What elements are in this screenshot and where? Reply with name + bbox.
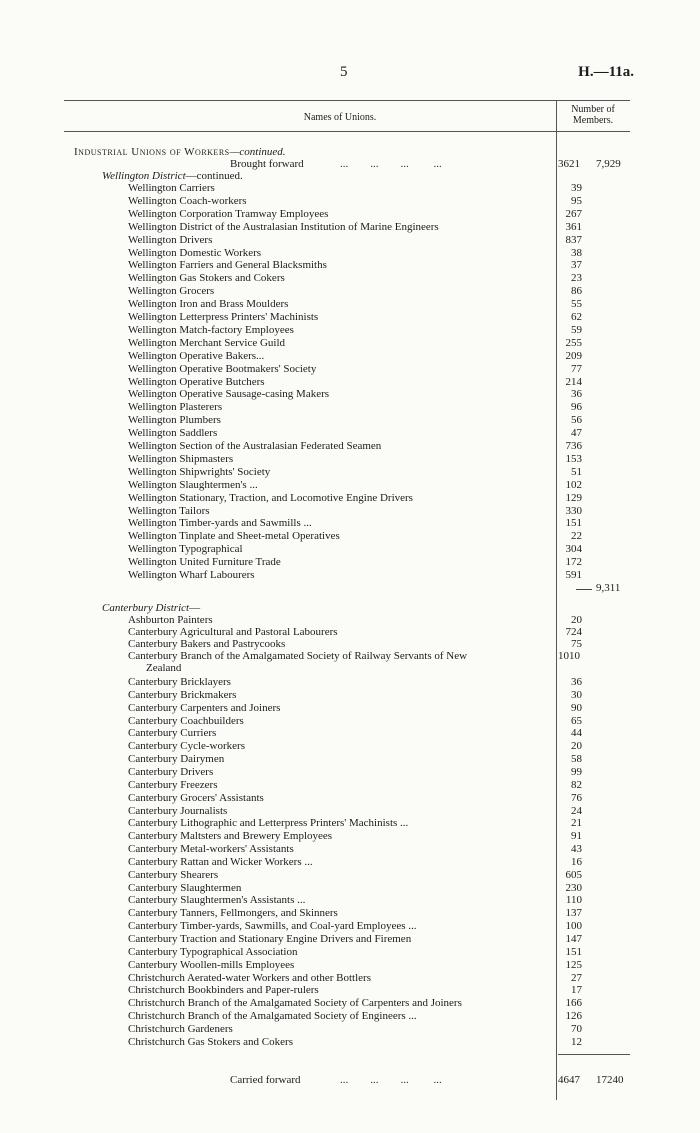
union-members: 47 — [571, 427, 582, 440]
table-row — [0, 805, 700, 817]
union-members: 21 — [571, 817, 582, 830]
union-members: 27 — [571, 971, 582, 984]
table-row — [0, 907, 700, 919]
table-row — [0, 740, 700, 752]
table-row — [0, 272, 700, 284]
union-members: 110 — [565, 894, 582, 907]
union-name: Wellington Shipmasters — [128, 452, 234, 465]
table-row — [0, 195, 700, 207]
union-members: 304 — [565, 543, 582, 556]
union-name: Wellington Farriers and General Blacksmiths — [128, 259, 327, 272]
union-name: Canterbury Tanners, Fellmongers, and Skinners — [128, 907, 338, 920]
union-name: Wellington Merchant Service Guild — [128, 336, 286, 349]
union-name: Canterbury Grocers' Assistants — [128, 791, 264, 804]
table-row — [0, 792, 700, 804]
union-name: Canterbury Coachbuilders — [128, 714, 244, 727]
page-number: 5 — [340, 64, 348, 80]
table-row — [0, 946, 700, 958]
union-name: Wellington Carriers — [128, 182, 215, 194]
table-row — [0, 569, 700, 581]
union-name: Canterbury Shearers — [128, 868, 219, 881]
union-name: Canterbury Traction and Stationary Engine Drivers and Firemen — [128, 933, 412, 945]
union-name: Wellington Letterpress Printers' Machinists — [128, 311, 319, 323]
carried-forward-rule — [558, 1054, 630, 1055]
table-row — [0, 727, 700, 739]
table-row — [0, 453, 700, 465]
section-title-row — [0, 146, 700, 158]
table-row — [0, 753, 700, 765]
union-members: 59 — [571, 323, 582, 336]
union-members: 36 — [571, 388, 582, 401]
union-members: 17 — [571, 984, 582, 997]
union-members: 95 — [571, 194, 582, 207]
union-members: 82 — [571, 778, 582, 791]
table-row — [0, 401, 700, 413]
table-row — [0, 517, 700, 529]
railway-line1: Canterbury Branch of the Amalgamated Society of Railway Servants of New — [128, 650, 468, 662]
union-name: Wellington Saddlers — [128, 427, 218, 440]
table-row — [0, 882, 700, 894]
carried-forward-members: 4647 — [558, 1074, 580, 1086]
union-members: 75 — [571, 638, 582, 650]
union-members: 56 — [571, 414, 582, 427]
railway-row — [0, 650, 700, 662]
union-members: 267 — [565, 207, 582, 220]
canterbury-heading: Canterbury District — [102, 602, 190, 614]
header-top-rule — [64, 100, 630, 101]
table-row — [0, 997, 700, 1009]
union-name: Wellington Iron and Brass Moulders — [128, 298, 289, 311]
union-members: 62 — [571, 311, 582, 323]
union-members: 58 — [571, 753, 582, 766]
union-name: Wellington Tailors — [128, 504, 210, 517]
table-row — [0, 324, 700, 336]
union-name: Wellington Shipwrights' Society — [128, 465, 271, 478]
table-row — [0, 933, 700, 945]
table-row — [0, 234, 700, 246]
table-row — [0, 856, 700, 868]
union-name: Christchurch Branch of the Amalgamated Society of Carpenters and Joiners — [128, 997, 462, 1010]
union-members: 22 — [571, 530, 582, 543]
railway-row-continued — [0, 662, 700, 674]
union-name: Wellington Slaughtermen's ... — [128, 478, 258, 491]
railway-line2: Zealand — [146, 662, 182, 674]
table-row — [0, 984, 700, 996]
wellington-subtotal: 9,311 — [596, 582, 621, 594]
union-name: Canterbury Timber-yards, Sawmills, and Coal-yard Employees ... — [128, 920, 417, 933]
union-members: 43 — [571, 843, 582, 856]
table-row — [0, 556, 700, 568]
table-row — [0, 830, 700, 842]
table-row — [0, 779, 700, 791]
header-bottom-rule — [64, 131, 630, 132]
table-row — [0, 530, 700, 542]
union-members: 724 — [565, 626, 582, 638]
union-name: Wellington Drivers — [128, 233, 213, 246]
union-members: 37 — [571, 259, 582, 272]
union-members: 591 — [565, 569, 582, 581]
table-row — [0, 208, 700, 220]
union-name: Wellington Operative Bootmakers' Society — [128, 362, 317, 375]
table-row — [0, 414, 700, 426]
table-row — [0, 388, 700, 400]
union-members: 38 — [571, 246, 582, 259]
union-members: 39 — [571, 182, 582, 194]
union-name: Christchurch Aerated-water Workers and other Bottlers — [128, 971, 371, 984]
table-row — [0, 427, 700, 439]
table-row — [0, 614, 700, 626]
union-members: 126 — [565, 1010, 582, 1023]
table-row — [0, 715, 700, 727]
table-row — [0, 543, 700, 555]
union-name: Christchurch Gardeners — [128, 1022, 233, 1035]
table-row — [0, 843, 700, 855]
union-name: Canterbury Cycle-workers — [128, 740, 245, 753]
union-name: Wellington Timber-yards and Sawmills ... — [128, 517, 312, 530]
union-members: 65 — [571, 714, 582, 727]
union-members: 20 — [571, 740, 582, 753]
brought-forward-label: Brought forward — [230, 158, 304, 170]
union-members: 16 — [571, 855, 582, 868]
union-name: Wellington Typographical — [128, 543, 243, 556]
members-column-header-line2: Members. — [572, 115, 614, 126]
union-members: 736 — [565, 440, 582, 452]
section-title-suffix: —continued. — [229, 146, 286, 158]
union-name: Wellington Plasterers — [128, 401, 223, 414]
table-row — [0, 626, 700, 638]
union-name: Canterbury Dairymen — [128, 753, 225, 766]
union-name: Christchurch Branch of the Amalgamated Society of Engineers ... — [128, 1010, 417, 1023]
union-name: Canterbury Drivers — [128, 765, 214, 778]
union-name: Wellington Coach-workers — [128, 194, 247, 207]
table-row — [0, 1023, 700, 1035]
union-members: 100 — [565, 920, 582, 933]
union-members: 36 — [571, 676, 582, 688]
brought-forward-total: 7,929 — [596, 158, 621, 170]
canterbury-heading-suffix: — — [189, 602, 201, 614]
union-members: 166 — [565, 997, 582, 1010]
union-members: 12 — [571, 1035, 582, 1048]
table-row — [0, 376, 700, 388]
table-row — [0, 817, 700, 829]
brought-forward-row: Brought forward ... ... ... ... 3621 7,929 — [230, 158, 621, 170]
table-row — [0, 689, 700, 701]
table-row — [0, 298, 700, 310]
table-row — [0, 285, 700, 297]
table-row — [0, 676, 700, 688]
union-name: Wellington Domestic Workers — [128, 246, 262, 259]
union-members: 125 — [565, 958, 582, 971]
table-row — [0, 920, 700, 932]
union-name: Canterbury Typographical Association — [128, 945, 298, 958]
brought-forward-members: 3621 — [558, 158, 580, 170]
union-name: Canterbury Bakers and Pastrycooks — [128, 638, 286, 650]
union-name: Wellington Match-factory Employees — [128, 323, 294, 336]
union-members: 153 — [565, 452, 582, 465]
union-members: 99 — [571, 765, 582, 778]
union-members: 230 — [565, 881, 582, 894]
union-name: Wellington Corporation Tramway Employees — [128, 207, 329, 220]
union-members: 361 — [565, 220, 582, 233]
union-name: Canterbury Maltsters and Brewery Employees — [128, 830, 333, 843]
union-name: Canterbury Bricklayers — [128, 676, 231, 688]
union-name: Canterbury Curriers — [128, 727, 217, 740]
union-members: 172 — [565, 556, 582, 569]
union-members: 137 — [565, 907, 582, 920]
union-name: Canterbury Rattan and Wicker Workers ... — [128, 855, 313, 868]
union-name: Wellington Plumbers — [128, 414, 221, 427]
union-members: 151 — [565, 517, 582, 530]
railway-members: 1010 — [558, 650, 580, 662]
carried-forward-label: Carried forward — [230, 1074, 301, 1086]
table-row — [0, 311, 700, 323]
union-name: Canterbury Slaughtermen — [128, 881, 242, 894]
wellington-heading-suffix: —continued. — [185, 170, 243, 182]
union-name: Wellington Grocers — [128, 285, 215, 298]
union-members: 147 — [565, 933, 582, 945]
table-row — [0, 479, 700, 491]
union-members: 91 — [571, 830, 582, 843]
wellington-heading-row — [0, 170, 700, 182]
table-row — [0, 492, 700, 504]
table-row — [0, 337, 700, 349]
carried-forward-total: 17240 — [596, 1074, 624, 1086]
union-members: 70 — [571, 1022, 582, 1035]
canterbury-heading-row — [0, 602, 700, 614]
union-name: Canterbury Agricultural and Pastoral Labourers — [128, 626, 338, 638]
union-name: Canterbury Lithographic and Letterpress Printers' Machinists ... — [128, 817, 409, 830]
table-row — [0, 972, 700, 984]
table-row — [0, 259, 700, 271]
union-name: Wellington Stationary, Traction, and Locomotive Engine Drivers — [128, 491, 413, 504]
union-name: Canterbury Woollen-mills Employees — [128, 958, 295, 971]
union-members: 129 — [565, 491, 582, 504]
union-members: 20 — [571, 614, 582, 626]
union-members: 605 — [565, 868, 582, 881]
table-row — [0, 638, 700, 650]
table-row — [0, 466, 700, 478]
union-members: 44 — [571, 727, 582, 740]
union-members: 96 — [571, 401, 582, 414]
table-row — [0, 702, 700, 714]
table-row — [0, 869, 700, 881]
section-title: Industrial Unions of Workers — [74, 146, 230, 158]
union-name: Christchurch Bookbinders and Paper-rulers — [128, 984, 319, 997]
union-members: 23 — [571, 272, 582, 285]
union-name: Wellington Tinplate and Sheet-metal Operatives — [128, 530, 340, 543]
table-row — [0, 221, 700, 233]
union-name: Wellington District of the Australasian Institution of Marine Engineers — [128, 220, 439, 233]
names-column-header: Names of Unions. — [303, 112, 377, 123]
union-members: 255 — [565, 336, 582, 349]
union-members: 90 — [571, 701, 582, 714]
union-members: 209 — [565, 349, 582, 362]
table-row — [0, 350, 700, 362]
wellington-subtotal-row — [0, 582, 700, 594]
union-name: Canterbury Metal-workers' Assistants — [128, 843, 294, 856]
union-name: Wellington United Furniture Trade — [128, 556, 281, 569]
union-name: Wellington Section of the Australasian Federated Seamen — [128, 440, 382, 452]
union-name: Wellington Gas Stokers and Cokers — [128, 272, 285, 285]
table-row — [0, 894, 700, 906]
union-name: Canterbury Journalists — [128, 804, 228, 817]
union-members: 102 — [565, 478, 582, 491]
table-row — [0, 1010, 700, 1022]
members-column-header-line1: Number of — [571, 104, 615, 115]
table-row — [0, 505, 700, 517]
table-row — [0, 440, 700, 452]
union-members: 837 — [565, 233, 582, 246]
table-row — [0, 247, 700, 259]
union-members: 77 — [571, 362, 582, 375]
document-reference: H.—11a. — [578, 64, 634, 80]
union-members: 55 — [571, 298, 582, 311]
union-name: Wellington Operative Sausage-casing Makers — [128, 388, 330, 401]
union-name: Ashburton Painters — [128, 614, 213, 626]
union-members: 24 — [571, 804, 582, 817]
union-members: 151 — [565, 945, 582, 958]
table-row — [0, 959, 700, 971]
union-members: 330 — [565, 504, 582, 517]
union-name: Canterbury Slaughtermen's Assistants ... — [128, 894, 306, 907]
table-row — [0, 363, 700, 375]
table-row — [0, 182, 700, 194]
union-members: 214 — [565, 375, 582, 388]
union-members: 30 — [571, 688, 582, 701]
union-name: Wellington Wharf Labourers — [128, 569, 255, 581]
union-name: Wellington Operative Bakers... — [128, 349, 265, 362]
union-members: 51 — [571, 465, 582, 478]
union-members: 76 — [571, 791, 582, 804]
table-row — [0, 766, 700, 778]
union-name: Canterbury Brickmakers — [128, 688, 237, 701]
union-name: Canterbury Carpenters and Joiners — [128, 701, 281, 714]
union-name: Canterbury Freezers — [128, 778, 218, 791]
wellington-heading: Wellington District — [102, 170, 186, 182]
union-name: Christchurch Gas Stokers and Cokers — [128, 1035, 293, 1048]
table-row — [0, 1036, 700, 1048]
union-name: Wellington Operative Butchers — [128, 375, 265, 388]
carried-forward-row: Carried forward ... ... ... ... 4647 17240 — [230, 1074, 624, 1086]
union-members: 86 — [571, 285, 582, 298]
